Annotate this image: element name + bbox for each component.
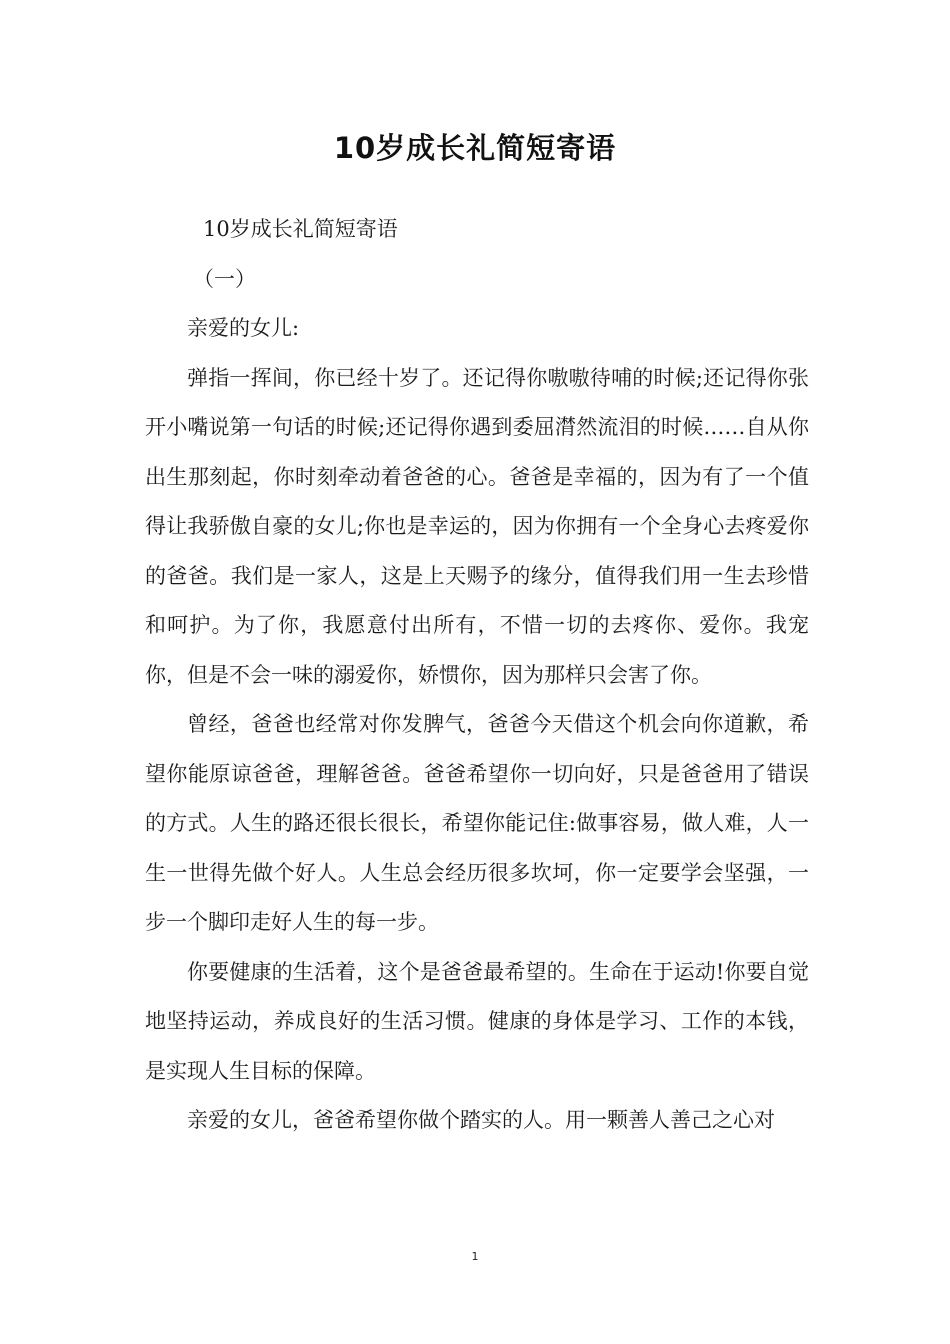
paragraph-2: 曾经，爸爸也经常对你发脾气，爸爸今天借这个机会向你道歉，希望你能原谅爸爸，理解爸爸。爸爸希望你一切向好，只是爸爸用了错误的方式。人生的路还很长很长，希望你能记住:做事容易，做人难，人一生一世得先做个好人。人生总会经历很多坎坷，你一定要学会坚强，一步一个脚印走好人生的每一步。: [145, 712, 809, 934]
document-title: 10岁成长礼简短寄语: [333, 131, 617, 165]
salutation: 亲爱的女儿:: [187, 316, 300, 340]
page-number: 1: [471, 1250, 479, 1263]
paragraph-4: 亲爱的女儿，爸爸希望你做个踏实的人。用一颗善人善己之心对: [187, 1108, 775, 1132]
paragraph-1: 弹指一挥间，你已经十岁了。还记得你嗷嗷待哺的时候;还记得你张开小嘴说第一句话的时候;还记得你遇到委屈潸然流泪的时候……自从你出生那刻起，你时刻牵动着爸爸的心。爸爸是幸福的，因为有了一个值得让我骄傲自豪的女儿;你也是幸运的，因为你拥有一个全身心去疼爱你的爸爸。我们是一家人，这是上天赐予的缘分，值得我们用一生去珍惜和呵护。为了你，我愿意付出所有，不惜一切的去疼你、爱你。我宠你，但是不会一味的溺爱你，娇惯你，因为那样只会害了你。: [145, 365, 809, 687]
paragraph-3: 你要健康的生活着，这个是爸爸最希望的。生命在于运动!你要自觉地坚持运动，养成良好的生活习惯。健康的身体是学习、工作的本钱，是实现人生目标的保障。: [145, 959, 809, 1083]
section-marker: （一）: [193, 266, 256, 291]
subtitle: 10岁成长礼简短寄语: [203, 217, 398, 241]
document-body: [145, 205, 809, 1146]
